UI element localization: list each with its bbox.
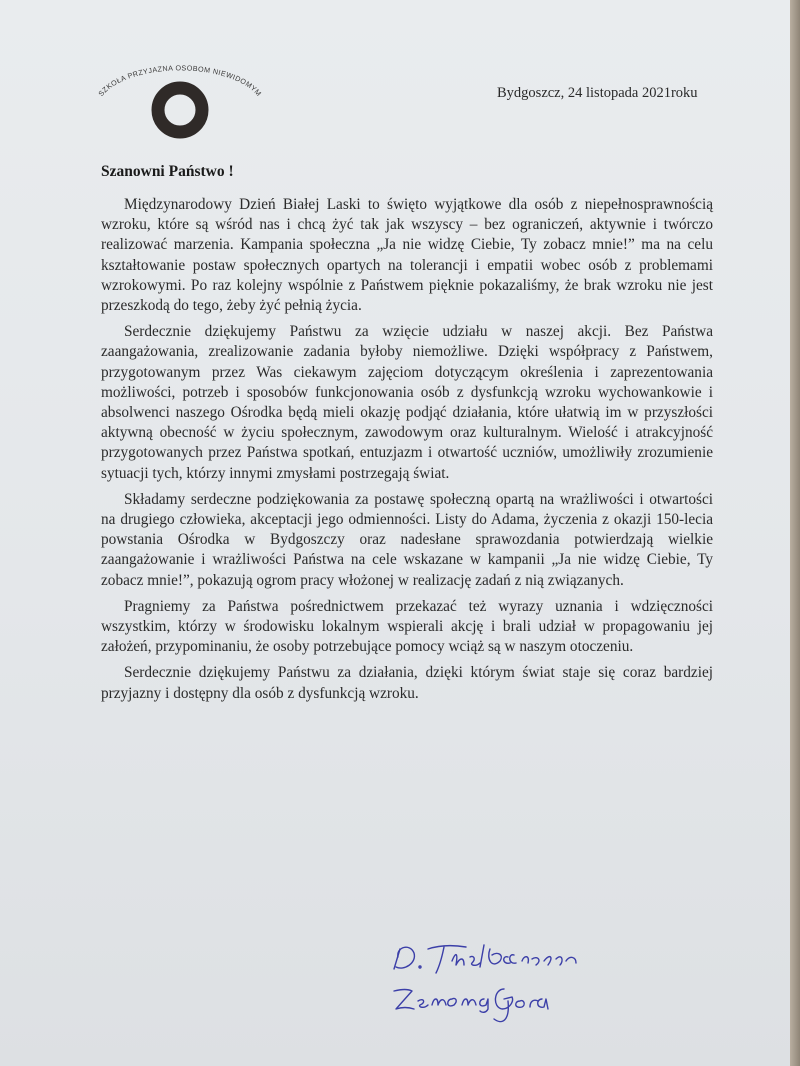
paragraph: Międzynarodowy Dzień Białej Laski to święto wyjątkowe dla osób z niepełnosprawnością wzroku, które są wśród nas i chcą żyć tak jak wszyscy – bez ograniczeń, aktywnie i twórczo realizować marzenia. Kampania społeczna „Ja nie widzę Ciebie, Ty zobacz mnie!” ma na celu kształtowanie postaw społecznych opartych na tolerancji i empatii wobec osób z problemami wzrokowymi. Po raz kolejny wspólnie z Państwem pięknie pokazaliśmy, że brak wzroku nie jest przeszkodą do tego, żeby żyć pełnią życia. (101, 196, 713, 315)
letter-greeting: Szanowni Państwo ! (101, 163, 234, 180)
paragraph: Serdecznie dziękujemy Państwu za wzięcie udziału w naszej akcji. Bez Państwa zaangażowania, zrealizowanie zadania byłoby niemożliwe. Dzięki współpracy z Państwem, przygotowanym przez Was ciekawym zajęciom dotyczącym określenia i zaprezentowania możliwości, potrzeb i sposobów funkcjonowania osób z dysfunkcją wzroku wychowankowie i absolwenci naszego Ośrodka będą mieli okazję podjąć działania, które ułatwią im w przyszłości aktywną obecność w życiu społecznym, zawodowym oraz kulturalnym. Wielość i atrakcyjność przygotowanych przez Państwa spotkań, entuzjazm i otwartość uczniów, umożliwiły zrozumienie sytuacji tych, którzy innymi zmysłami postrzegają świat. (101, 323, 713, 482)
page-edge (790, 0, 800, 1066)
logo-text: SZKOŁA PRZYJAZNA OSOBOM NIEWIDOMYM (96, 63, 264, 99)
school-logo (88, 48, 268, 148)
paragraph: Pragniemy za Państwa pośrednictwem przekazać też wyrazy uznania i wdzięczności wszystkim, którzy w środowisku lokalnym wspierali akcję i brali udział w propagowaniu jej założeń, przypominaniu, że osoby potrzebujące pomocy wciąż są w naszym otoczeniu. (101, 597, 713, 656)
letter-date: Bydgoszcz, 24 listopada 2021roku (497, 85, 698, 101)
handwritten-signature (380, 935, 630, 1025)
letter-body (101, 195, 713, 710)
paragraph: Składamy serdeczne podziękowania za postawę społeczną opartą na wrażliwości i otwartości na drugiego człowieka, akceptacji jego odmienności. Listy do Adama, życzenia z okazji 150-lecia powstania Ośrodka w Bydgoszczy oraz nadesłane sprawozdania potwierdzają wielkie zaangażowanie i wrażliwości Państwa na cele wskazane w kampanii „Ja nie widzę Ciebie, Ty zobacz mnie!”, pokazują ogrom pracy włożonej w realizację zadań z nią związanych. (101, 490, 713, 589)
eye-logo-icon (158, 88, 202, 132)
paragraph: Serdecznie dziękujemy Państwu za działania, dzięki którym świat staje się coraz bardziej przyjazny i dostępny dla osób z dysfunkcją wzroku. (101, 664, 713, 702)
